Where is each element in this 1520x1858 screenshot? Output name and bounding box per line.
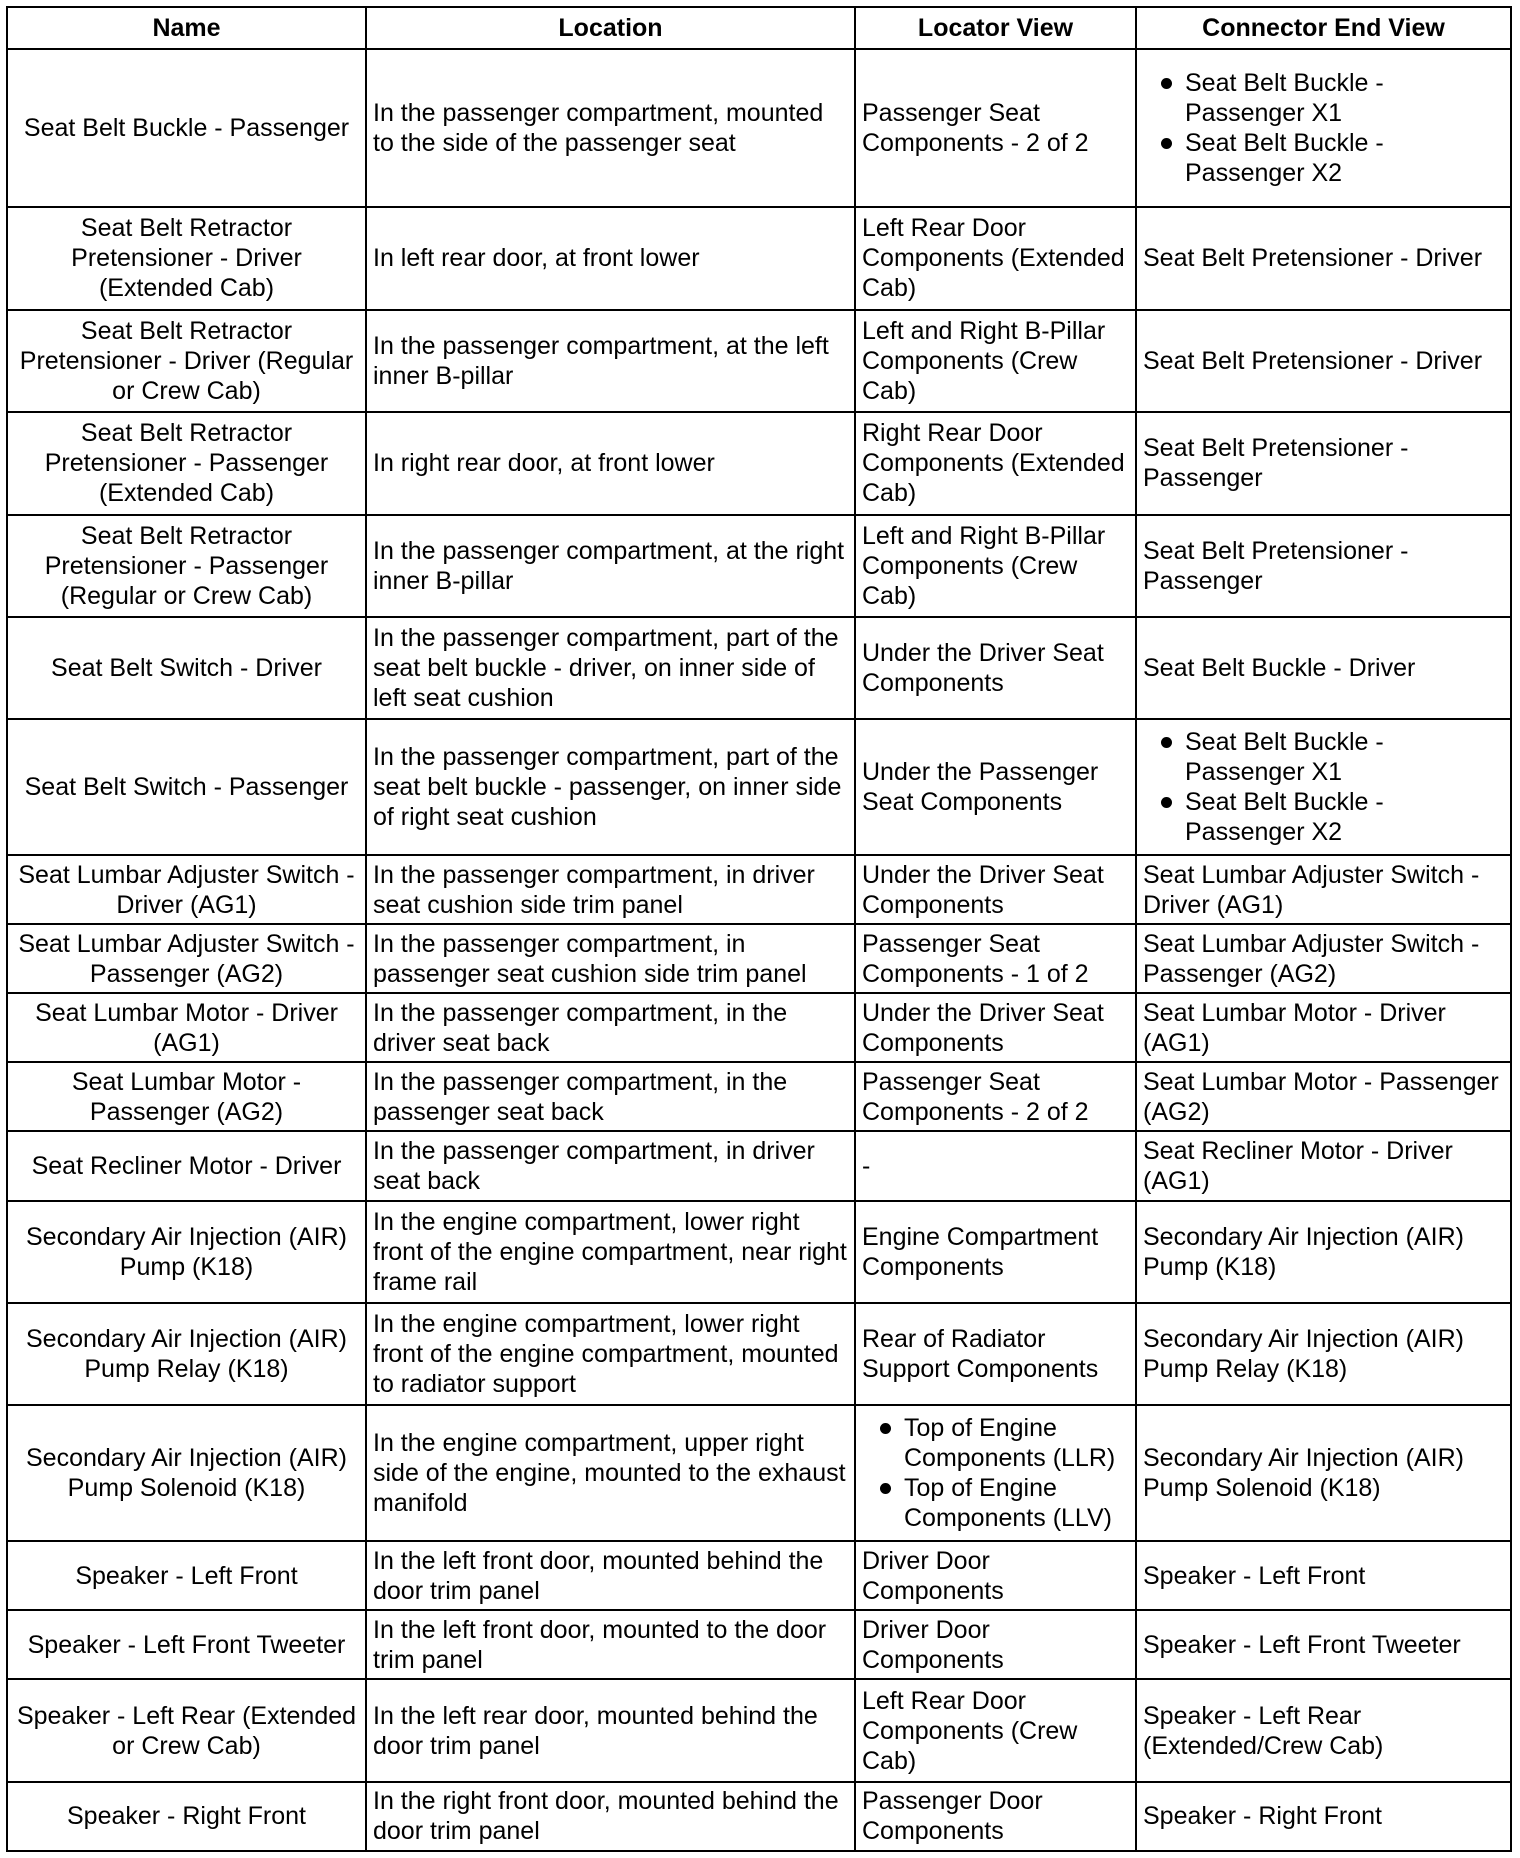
locator-view: Driver Door Components	[855, 1610, 1136, 1679]
component-location: In the left rear door, mounted behind the door trim panel	[366, 1679, 855, 1781]
component-location: In the passenger compartment, in driver seat back	[366, 1131, 855, 1200]
locator-view: Rear of Radiator Support Components	[855, 1303, 1136, 1405]
component-name: Seat Belt Switch - Driver	[7, 617, 366, 719]
table-row	[7, 1062, 1511, 1131]
component-name: Speaker - Left Front Tweeter	[7, 1610, 366, 1679]
component-name: Seat Lumbar Motor - Driver (AG1)	[7, 993, 366, 1062]
component-location: In the passenger compartment, at the right inner B-pillar	[366, 515, 855, 617]
locator-view: Passenger Seat Components - 1 of 2	[855, 924, 1136, 993]
component-location: In the passenger compartment, part of the seat belt buckle - passenger, on inner side of right seat cushion	[366, 719, 855, 855]
table-row	[7, 1131, 1511, 1200]
locator-view: Left Rear Door Components (Extended Cab)	[855, 207, 1136, 309]
header-locator-view: Locator View	[855, 7, 1136, 49]
locator-view: Under the Driver Seat Components	[855, 993, 1136, 1062]
connector-end-view: Seat Belt Pretensioner - Passenger	[1136, 412, 1511, 514]
component-name: Seat Lumbar Motor - Passenger (AG2)	[7, 1062, 366, 1131]
connector-end-view: Secondary Air Injection (AIR) Pump Relay (K18)	[1136, 1303, 1511, 1405]
component-location: In the passenger compartment, mounted to the side of the passenger seat	[366, 49, 855, 207]
component-name: Seat Recliner Motor - Driver	[7, 1131, 366, 1200]
component-name: Seat Lumbar Adjuster Switch - Passenger (AG2)	[7, 924, 366, 993]
locator-view: Left and Right B-Pillar Components (Crew Cab)	[855, 310, 1136, 412]
bullet-item: Seat Belt Buckle - Passenger X2	[1143, 128, 1504, 188]
component-name: Secondary Air Injection (AIR) Pump Solenoid (K18)	[7, 1405, 366, 1541]
component-location: In the passenger compartment, in driver seat cushion side trim panel	[366, 855, 855, 924]
locator-view: Under the Passenger Seat Components	[855, 719, 1136, 855]
table-row	[7, 1303, 1511, 1405]
component-name: Seat Belt Switch - Passenger	[7, 719, 366, 855]
component-location: In the passenger compartment, part of the seat belt buckle - driver, on inner side of left seat cushion	[366, 617, 855, 719]
component-name: Secondary Air Injection (AIR) Pump (K18)	[7, 1201, 366, 1303]
connector-end-view	[1136, 719, 1511, 855]
bullet-item: Top of Engine Components (LLV)	[862, 1473, 1129, 1533]
table-row	[7, 1201, 1511, 1303]
locator-view: Right Rear Door Components (Extended Cab)	[855, 412, 1136, 514]
component-name: Secondary Air Injection (AIR) Pump Relay (K18)	[7, 1303, 366, 1405]
table-row	[7, 515, 1511, 617]
header-name: Name	[7, 7, 366, 49]
table-row	[7, 855, 1511, 924]
table-row	[7, 1541, 1511, 1610]
component-name: Seat Belt Retractor Pretensioner - Driver (Regular or Crew Cab)	[7, 310, 366, 412]
connector-end-view: Seat Lumbar Motor - Passenger (AG2)	[1136, 1062, 1511, 1131]
connector-end-view: Seat Belt Pretensioner - Driver	[1136, 310, 1511, 412]
connector-end-view: Secondary Air Injection (AIR) Pump Solenoid (K18)	[1136, 1405, 1511, 1541]
table-row	[7, 1405, 1511, 1541]
component-name: Seat Belt Retractor Pretensioner - Passenger (Extended Cab)	[7, 412, 366, 514]
locator-view: Left and Right B-Pillar Components (Crew Cab)	[855, 515, 1136, 617]
connector-end-view: Seat Lumbar Adjuster Switch - Driver (AG1)	[1136, 855, 1511, 924]
component-name: Speaker - Left Rear (Extended or Crew Cab)	[7, 1679, 366, 1781]
table-row	[7, 924, 1511, 993]
connector-end-view: Speaker - Right Front	[1136, 1782, 1511, 1851]
component-name: Seat Belt Retractor Pretensioner - Driver (Extended Cab)	[7, 207, 366, 309]
component-name: Speaker - Right Front	[7, 1782, 366, 1851]
component-location: In the passenger compartment, at the left inner B-pillar	[366, 310, 855, 412]
locator-view: Under the Driver Seat Components	[855, 855, 1136, 924]
table-row	[7, 412, 1511, 514]
table-row	[7, 617, 1511, 719]
connector-end-view: Speaker - Left Rear (Extended/Crew Cab)	[1136, 1679, 1511, 1781]
component-location: In the engine compartment, upper right side of the engine, mounted to the exhaust manifold	[366, 1405, 855, 1541]
component-name: Seat Lumbar Adjuster Switch - Driver (AG1)	[7, 855, 366, 924]
table-row	[7, 719, 1511, 855]
component-location: In the passenger compartment, in the passenger seat back	[366, 1062, 855, 1131]
header-row	[7, 7, 1511, 49]
component-location: In right rear door, at front lower	[366, 412, 855, 514]
bullet-item: Seat Belt Buckle - Passenger X1	[1143, 68, 1504, 128]
table-row	[7, 1679, 1511, 1781]
table-row	[7, 1782, 1511, 1851]
locator-view: Passenger Door Components	[855, 1782, 1136, 1851]
connector-end-view: Secondary Air Injection (AIR) Pump (K18)	[1136, 1201, 1511, 1303]
table-row	[7, 993, 1511, 1062]
connector-end-view: Seat Belt Pretensioner - Driver	[1136, 207, 1511, 309]
component-location: In the passenger compartment, in the driver seat back	[366, 993, 855, 1062]
locator-view: Left Rear Door Components (Crew Cab)	[855, 1679, 1136, 1781]
table-row	[7, 49, 1511, 207]
table-row	[7, 207, 1511, 309]
component-location: In the engine compartment, lower right front of the engine compartment, near right frame rail	[366, 1201, 855, 1303]
component-name: Seat Belt Buckle - Passenger	[7, 49, 366, 207]
connector-end-view: Speaker - Left Front	[1136, 1541, 1511, 1610]
component-location: In the left front door, mounted behind the door trim panel	[366, 1541, 855, 1610]
connector-end-view: Seat Lumbar Motor - Driver (AG1)	[1136, 993, 1511, 1062]
bullet-item: Seat Belt Buckle - Passenger X2	[1143, 787, 1504, 847]
component-location: In the right front door, mounted behind the door trim panel	[366, 1782, 855, 1851]
bullet-list	[862, 1413, 1129, 1533]
locator-view: Passenger Seat Components - 2 of 2	[855, 49, 1136, 207]
component-location: In the left front door, mounted to the door trim panel	[366, 1610, 855, 1679]
locator-view: Under the Driver Seat Components	[855, 617, 1136, 719]
connector-end-view: Speaker - Left Front Tweeter	[1136, 1610, 1511, 1679]
table-row	[7, 1610, 1511, 1679]
bullet-list	[1143, 727, 1504, 847]
connector-end-view: Seat Lumbar Adjuster Switch - Passenger (AG2)	[1136, 924, 1511, 993]
component-location: In the passenger compartment, in passenger seat cushion side trim panel	[366, 924, 855, 993]
connector-end-view	[1136, 49, 1511, 207]
bullet-item: Top of Engine Components (LLR)	[862, 1413, 1129, 1473]
locator-view: Driver Door Components	[855, 1541, 1136, 1610]
locator-view: -	[855, 1131, 1136, 1200]
locator-view: Engine Compartment Components	[855, 1201, 1136, 1303]
locator-view	[855, 1405, 1136, 1541]
locator-view: Passenger Seat Components - 2 of 2	[855, 1062, 1136, 1131]
bullet-list	[1143, 68, 1504, 188]
component-name: Seat Belt Retractor Pretensioner - Passenger (Regular or Crew Cab)	[7, 515, 366, 617]
table-body	[7, 49, 1511, 1851]
component-location: In the engine compartment, lower right front of the engine compartment, mounted to radiator support	[366, 1303, 855, 1405]
header-location: Location	[366, 7, 855, 49]
bullet-item: Seat Belt Buckle - Passenger X1	[1143, 727, 1504, 787]
connector-end-view: Seat Recliner Motor - Driver (AG1)	[1136, 1131, 1511, 1200]
connector-end-view: Seat Belt Pretensioner - Passenger	[1136, 515, 1511, 617]
component-locator-table	[6, 6, 1512, 1852]
component-location: In left rear door, at front lower	[366, 207, 855, 309]
header-connector-end-view: Connector End View	[1136, 7, 1511, 49]
table-row	[7, 310, 1511, 412]
component-name: Speaker - Left Front	[7, 1541, 366, 1610]
connector-end-view: Seat Belt Buckle - Driver	[1136, 617, 1511, 719]
